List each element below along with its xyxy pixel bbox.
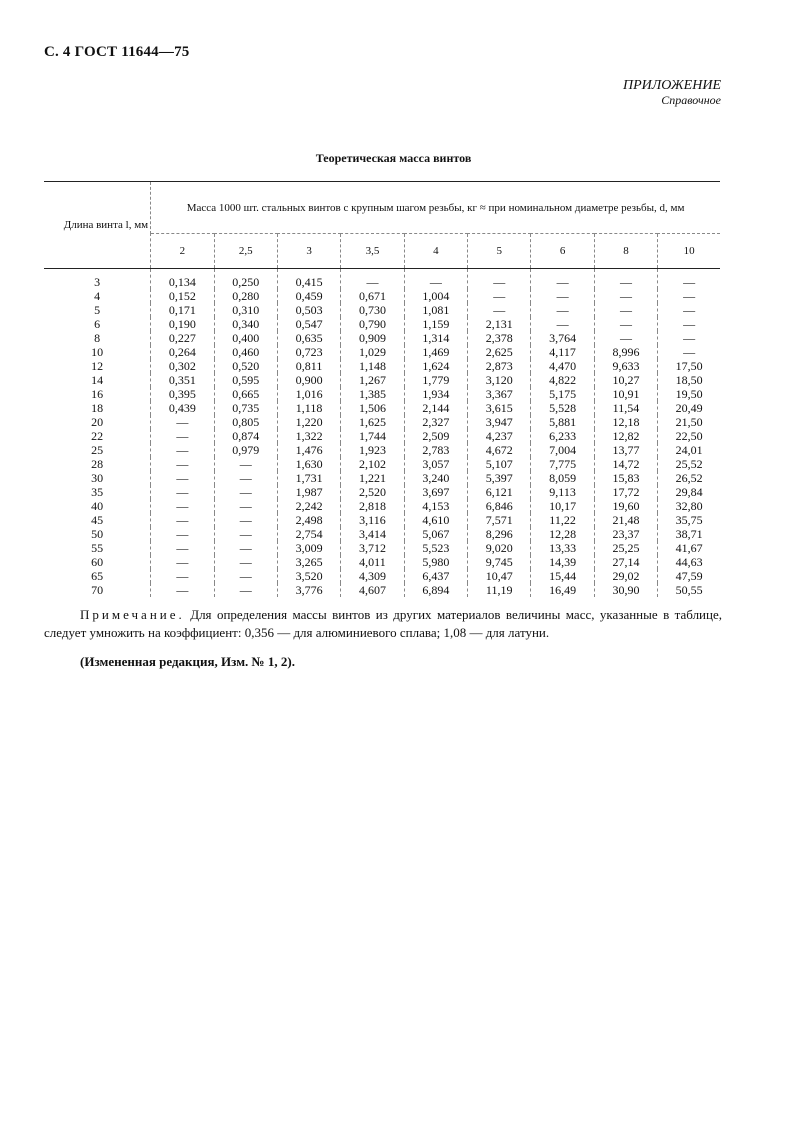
table-body xyxy=(44,269,720,598)
table-row xyxy=(44,429,720,443)
mass-cell: 0,400 xyxy=(214,331,277,345)
mass-cell: 1,469 xyxy=(404,345,467,359)
length-cell: 45 xyxy=(44,513,151,527)
mass-cell: 0,460 xyxy=(214,345,277,359)
mass-cell: 2,242 xyxy=(277,499,340,513)
diameter-header: 5 xyxy=(468,233,531,268)
mass-cell: 20,49 xyxy=(675,401,703,415)
diameter-header: 6 xyxy=(531,233,594,268)
length-cell: 35 xyxy=(44,485,151,499)
mass-cell: 21,48 xyxy=(594,513,657,527)
mass-cell: 2,520 xyxy=(341,485,404,499)
mass-cell: — xyxy=(214,583,277,597)
mass-cell: 4,237 xyxy=(468,429,531,443)
mass-cell: — xyxy=(214,499,277,513)
appendix-subtitle: Справочное xyxy=(661,93,721,107)
mass-cell: 0,280 xyxy=(214,289,277,303)
length-cell: 22 xyxy=(44,429,151,443)
mass-cell: 16,49 xyxy=(531,583,594,597)
mass-cell: — xyxy=(151,415,214,429)
mass-cell: 5,107 xyxy=(468,457,531,471)
mass-cell: — xyxy=(151,443,214,457)
table-row xyxy=(44,401,720,415)
mass-table-container xyxy=(44,181,720,597)
mass-cell: 10,17 xyxy=(531,499,594,513)
table-row xyxy=(44,527,720,541)
appendix-title: ПРИЛОЖЕНИЕ xyxy=(623,78,721,93)
mass-cell: 4,470 xyxy=(531,359,594,373)
mass-cell: 44,63 xyxy=(675,555,703,569)
mass-cell: 9,633 xyxy=(594,359,657,373)
mass-cell: 19,60 xyxy=(594,499,657,513)
length-cell: 18 xyxy=(44,401,151,415)
length-cell: 70 xyxy=(44,583,151,597)
mass-cell: 12,18 xyxy=(594,415,657,429)
diameter-header: 2,5 xyxy=(214,233,277,268)
mass-cell: 8,296 xyxy=(468,527,531,541)
mass-cell: 2,327 xyxy=(404,415,467,429)
table-row xyxy=(44,541,720,555)
diameter-header: 4 xyxy=(404,233,467,268)
mass-cell: 3,697 xyxy=(404,485,467,499)
mass-cell: 0,340 xyxy=(214,317,277,331)
mass-cell: — xyxy=(214,471,277,485)
mass-cell: 26,52 xyxy=(675,471,703,485)
mass-cell: 17,72 xyxy=(594,485,657,499)
mass-cell: — xyxy=(594,303,657,317)
mass-cell: 4,607 xyxy=(341,583,404,597)
table-row xyxy=(44,555,720,569)
mass-cell: 6,846 xyxy=(468,499,531,513)
mass-cell: 11,22 xyxy=(531,513,594,527)
table-row xyxy=(44,583,720,597)
table-row xyxy=(44,415,720,429)
mass-cell: 10,91 xyxy=(594,387,657,401)
mass-cell: 19,50 xyxy=(675,387,703,401)
mass-cell: 0,264 xyxy=(151,345,214,359)
mass-cell: — xyxy=(531,303,594,317)
mass-cell: 0,152 xyxy=(151,289,214,303)
mass-cell: — xyxy=(151,485,214,499)
mass-cell: 1,322 xyxy=(277,429,340,443)
length-cell: 10 xyxy=(44,345,151,359)
mass-cell: — xyxy=(531,269,594,290)
mass-cell: 0,520 xyxy=(214,359,277,373)
mass-cell: — xyxy=(683,289,696,303)
mass-cell: — xyxy=(683,331,696,345)
mass-cell: 1,004 xyxy=(404,289,467,303)
mass-cell: 32,80 xyxy=(675,499,703,513)
mass-cell: 1,625 xyxy=(341,415,404,429)
table-row xyxy=(44,269,720,290)
mass-cell: 7,571 xyxy=(468,513,531,527)
mass-cell: 2,873 xyxy=(468,359,531,373)
mass-cell: 1,624 xyxy=(404,359,467,373)
mass-cell: 12,28 xyxy=(531,527,594,541)
mass-cell: 2,378 xyxy=(468,331,531,345)
mass-cell: 1,779 xyxy=(404,373,467,387)
mass-cell: 0,595 xyxy=(214,373,277,387)
mass-cell: 0,134 xyxy=(151,269,214,290)
table-row xyxy=(44,303,720,317)
mass-cell: 2,818 xyxy=(341,499,404,513)
mass-cell: 1,987 xyxy=(277,485,340,499)
mass-cell: 22,50 xyxy=(675,429,703,443)
mass-cell: 0,723 xyxy=(277,345,340,359)
mass-cell: 1,385 xyxy=(341,387,404,401)
mass-cell: — xyxy=(214,457,277,471)
mass-cell: 1,476 xyxy=(277,443,340,457)
mass-cell: 0,547 xyxy=(277,317,340,331)
mass-cell: 29,84 xyxy=(675,485,703,499)
mass-cell: 5,067 xyxy=(404,527,467,541)
mass-cell: 15,44 xyxy=(531,569,594,583)
mass-cell: — xyxy=(151,429,214,443)
table-row xyxy=(44,569,720,583)
mass-cell: 27,14 xyxy=(594,555,657,569)
length-cell: 28 xyxy=(44,457,151,471)
mass-cell: 3,520 xyxy=(277,569,340,583)
mass-cell: 30,90 xyxy=(594,583,657,597)
mass-cell: 2,509 xyxy=(404,429,467,443)
diameter-header: 2 xyxy=(151,233,214,268)
mass-cell: 47,59 xyxy=(675,569,703,583)
diameter-header: 8 xyxy=(594,233,657,268)
table-row xyxy=(44,499,720,513)
length-cell: 40 xyxy=(44,499,151,513)
mass-cell: 24,01 xyxy=(675,443,703,457)
mass-cell: 10,27 xyxy=(594,373,657,387)
mass-cell: 25,25 xyxy=(594,541,657,555)
mass-cell: 11,19 xyxy=(468,583,531,597)
length-cell: 3 xyxy=(44,269,151,290)
table-row xyxy=(44,289,720,303)
mass-cell: 1,923 xyxy=(341,443,404,457)
mass-cell: 29,02 xyxy=(594,569,657,583)
table-row xyxy=(44,513,720,527)
mass-cell: 2,498 xyxy=(277,513,340,527)
mass-cell: — xyxy=(683,345,696,359)
mass-cell: 3,414 xyxy=(341,527,404,541)
length-cell: 5 xyxy=(44,303,151,317)
mass-cell: 1,506 xyxy=(341,401,404,415)
mass-cell: — xyxy=(151,527,214,541)
mass-cell: 2,783 xyxy=(404,443,467,457)
mass-cell: 1,016 xyxy=(277,387,340,401)
mass-cell: 6,233 xyxy=(531,429,594,443)
mass-cell: 2,102 xyxy=(341,457,404,471)
mass-cell: — xyxy=(468,289,531,303)
mass-cell: 5,175 xyxy=(531,387,594,401)
length-header: Длина винта l, мм xyxy=(44,182,151,269)
mass-cell: 3,009 xyxy=(277,541,340,555)
mass-table xyxy=(44,181,720,597)
mass-cell: 0,459 xyxy=(277,289,340,303)
mass-cell: 18,50 xyxy=(675,373,703,387)
mass-cell: 5,528 xyxy=(531,401,594,415)
mass-cell: 0,979 xyxy=(214,443,277,457)
mass-cell: 3,057 xyxy=(404,457,467,471)
mass-cell: 14,72 xyxy=(594,457,657,471)
mass-cell: 3,367 xyxy=(468,387,531,401)
mass-cell: 17,50 xyxy=(675,359,703,373)
mass-cell: — xyxy=(468,303,531,317)
note-text: Для определения массы винтов из других материалов величины масс, указанные в таблице, следует умножить на коэффициент: 0,356 — для алюминиевого сплава; 1,08 — для латуни. xyxy=(44,607,722,640)
mass-cell: 1,081 xyxy=(404,303,467,317)
diameter-header: 3,5 xyxy=(341,233,404,268)
mass-cell: 1,159 xyxy=(404,317,467,331)
mass-header: Масса 1000 шт. стальных винтов с крупным шагом резьбы, кг ≈ при номинальном диаметре резьбы, d, мм xyxy=(151,182,720,234)
mass-cell: 0,665 xyxy=(214,387,277,401)
mass-cell: — xyxy=(151,457,214,471)
mass-cell: — xyxy=(151,471,214,485)
mass-cell: 3,116 xyxy=(341,513,404,527)
mass-cell: 9,020 xyxy=(468,541,531,555)
mass-cell: 13,33 xyxy=(531,541,594,555)
length-cell: 55 xyxy=(44,541,151,555)
mass-cell: — xyxy=(594,289,657,303)
mass-cell: 23,37 xyxy=(594,527,657,541)
mass-cell: 1,220 xyxy=(277,415,340,429)
mass-cell: 0,310 xyxy=(214,303,277,317)
mass-cell: 4,672 xyxy=(468,443,531,457)
mass-cell: 4,011 xyxy=(341,555,404,569)
mass-cell: 0,635 xyxy=(277,331,340,345)
mass-cell: — xyxy=(683,275,696,289)
mass-cell: — xyxy=(683,317,696,331)
mass-cell: — xyxy=(594,317,657,331)
mass-cell: — xyxy=(214,555,277,569)
table-row xyxy=(44,359,720,373)
mass-cell: 3,240 xyxy=(404,471,467,485)
mass-cell: 4,309 xyxy=(341,569,404,583)
mass-cell: 9,113 xyxy=(531,485,594,499)
mass-cell: 7,775 xyxy=(531,457,594,471)
length-cell: 65 xyxy=(44,569,151,583)
mass-cell: 0,439 xyxy=(151,401,214,415)
appendix-label xyxy=(623,78,721,108)
table-row xyxy=(44,387,720,401)
mass-cell: 14,39 xyxy=(531,555,594,569)
mass-cell: 12,82 xyxy=(594,429,657,443)
mass-cell: 1,731 xyxy=(277,471,340,485)
mass-cell: 0,190 xyxy=(151,317,214,331)
mass-cell: 0,811 xyxy=(277,359,340,373)
mass-cell: 0,735 xyxy=(214,401,277,415)
mass-cell: — xyxy=(468,269,531,290)
mass-cell: — xyxy=(151,513,214,527)
mass-cell: 15,83 xyxy=(594,471,657,485)
mass-cell: — xyxy=(214,569,277,583)
length-cell: 12 xyxy=(44,359,151,373)
mass-cell: 5,881 xyxy=(531,415,594,429)
mass-cell: 0,790 xyxy=(341,317,404,331)
mass-cell: 13,77 xyxy=(594,443,657,457)
mass-cell: 0,874 xyxy=(214,429,277,443)
table-row xyxy=(44,485,720,499)
length-cell: 4 xyxy=(44,289,151,303)
mass-cell: 8,996 xyxy=(594,345,657,359)
mass-cell: 1,630 xyxy=(277,457,340,471)
table-row xyxy=(44,331,720,345)
mass-cell: 3,776 xyxy=(277,583,340,597)
mass-cell: 4,153 xyxy=(404,499,467,513)
mass-cell: 2,144 xyxy=(404,401,467,415)
mass-cell: 0,171 xyxy=(151,303,214,317)
mass-cell: — xyxy=(151,541,214,555)
mass-cell: 3,120 xyxy=(468,373,531,387)
mass-cell: — xyxy=(214,527,277,541)
diameter-header: 10 xyxy=(658,233,720,268)
mass-cell: 1,934 xyxy=(404,387,467,401)
mass-cell: 5,523 xyxy=(404,541,467,555)
length-cell: 50 xyxy=(44,527,151,541)
length-cell: 20 xyxy=(44,415,151,429)
mass-cell: 4,822 xyxy=(531,373,594,387)
table-title: Теоретическая масса винтов xyxy=(315,151,472,165)
mass-cell: 1,148 xyxy=(341,359,404,373)
mass-cell: 8,059 xyxy=(531,471,594,485)
mass-cell: — xyxy=(151,569,214,583)
mass-cell: 0,395 xyxy=(151,387,214,401)
mass-cell: 21,50 xyxy=(675,415,703,429)
table-row xyxy=(44,457,720,471)
mass-cell: — xyxy=(531,289,594,303)
length-cell: 14 xyxy=(44,373,151,387)
mass-cell: — xyxy=(341,269,404,290)
mass-cell: 3,947 xyxy=(468,415,531,429)
mass-cell: 1,267 xyxy=(341,373,404,387)
mass-cell: — xyxy=(151,499,214,513)
mass-cell: 50,55 xyxy=(675,583,703,597)
mass-cell: — xyxy=(594,269,657,290)
mass-cell: — xyxy=(531,317,594,331)
mass-cell: — xyxy=(151,555,214,569)
mass-cell: 10,47 xyxy=(468,569,531,583)
length-cell: 60 xyxy=(44,555,151,569)
mass-cell: 0,351 xyxy=(151,373,214,387)
mass-cell: 25,52 xyxy=(675,457,703,471)
mass-cell: 1,314 xyxy=(404,331,467,345)
mass-cell: 4,117 xyxy=(531,345,594,359)
mass-cell: 38,71 xyxy=(675,527,703,541)
page-header: С. 4 ГОСТ 11644—75 xyxy=(44,44,190,60)
length-cell: 6 xyxy=(44,317,151,331)
revision-note: (Измененная редакция, Изм. № 1, 2). xyxy=(80,654,295,669)
mass-cell: 2,131 xyxy=(468,317,531,331)
mass-cell: 4,610 xyxy=(404,513,467,527)
mass-cell: 9,745 xyxy=(468,555,531,569)
mass-cell: 35,75 xyxy=(675,513,703,527)
mass-cell: 2,625 xyxy=(468,345,531,359)
diameter-header: 3 xyxy=(277,233,340,268)
mass-cell: 0,227 xyxy=(151,331,214,345)
table-row xyxy=(44,471,720,485)
mass-cell: 0,503 xyxy=(277,303,340,317)
mass-cell: — xyxy=(214,541,277,555)
mass-cell: 1,221 xyxy=(341,471,404,485)
mass-cell: 3,764 xyxy=(531,331,594,345)
mass-cell: — xyxy=(683,303,696,317)
mass-cell: — xyxy=(214,513,277,527)
mass-cell: 0,900 xyxy=(277,373,340,387)
mass-cell: 0,415 xyxy=(277,269,340,290)
mass-cell: 0,730 xyxy=(341,303,404,317)
mass-cell: 6,894 xyxy=(404,583,467,597)
mass-cell: 1,118 xyxy=(277,401,340,415)
mass-cell: 3,265 xyxy=(277,555,340,569)
mass-cell: 1,744 xyxy=(341,429,404,443)
mass-cell: 6,121 xyxy=(468,485,531,499)
note xyxy=(44,606,722,642)
mass-cell: 5,980 xyxy=(404,555,467,569)
mass-cell: — xyxy=(594,331,657,345)
mass-cell: 2,754 xyxy=(277,527,340,541)
table-row xyxy=(44,345,720,359)
mass-cell: 3,712 xyxy=(341,541,404,555)
mass-cell: — xyxy=(151,583,214,597)
mass-cell: 0,909 xyxy=(341,331,404,345)
mass-cell: 41,67 xyxy=(675,541,703,555)
mass-cell: 11,54 xyxy=(594,401,657,415)
length-cell: 25 xyxy=(44,443,151,457)
mass-cell: 3,615 xyxy=(468,401,531,415)
mass-cell: 1,029 xyxy=(341,345,404,359)
length-cell: 16 xyxy=(44,387,151,401)
table-row xyxy=(44,373,720,387)
mass-cell: — xyxy=(214,485,277,499)
mass-cell: 0,671 xyxy=(341,289,404,303)
table-row xyxy=(44,317,720,331)
mass-cell: 0,805 xyxy=(214,415,277,429)
mass-cell: 0,250 xyxy=(214,269,277,290)
mass-cell: 5,397 xyxy=(468,471,531,485)
mass-cell: 0,302 xyxy=(151,359,214,373)
mass-cell: 7,004 xyxy=(531,443,594,457)
note-label: Примечание. xyxy=(80,607,185,622)
length-cell: 30 xyxy=(44,471,151,485)
table-row xyxy=(44,443,720,457)
mass-cell: 6,437 xyxy=(404,569,467,583)
length-cell: 8 xyxy=(44,331,151,345)
mass-cell: — xyxy=(404,269,467,290)
